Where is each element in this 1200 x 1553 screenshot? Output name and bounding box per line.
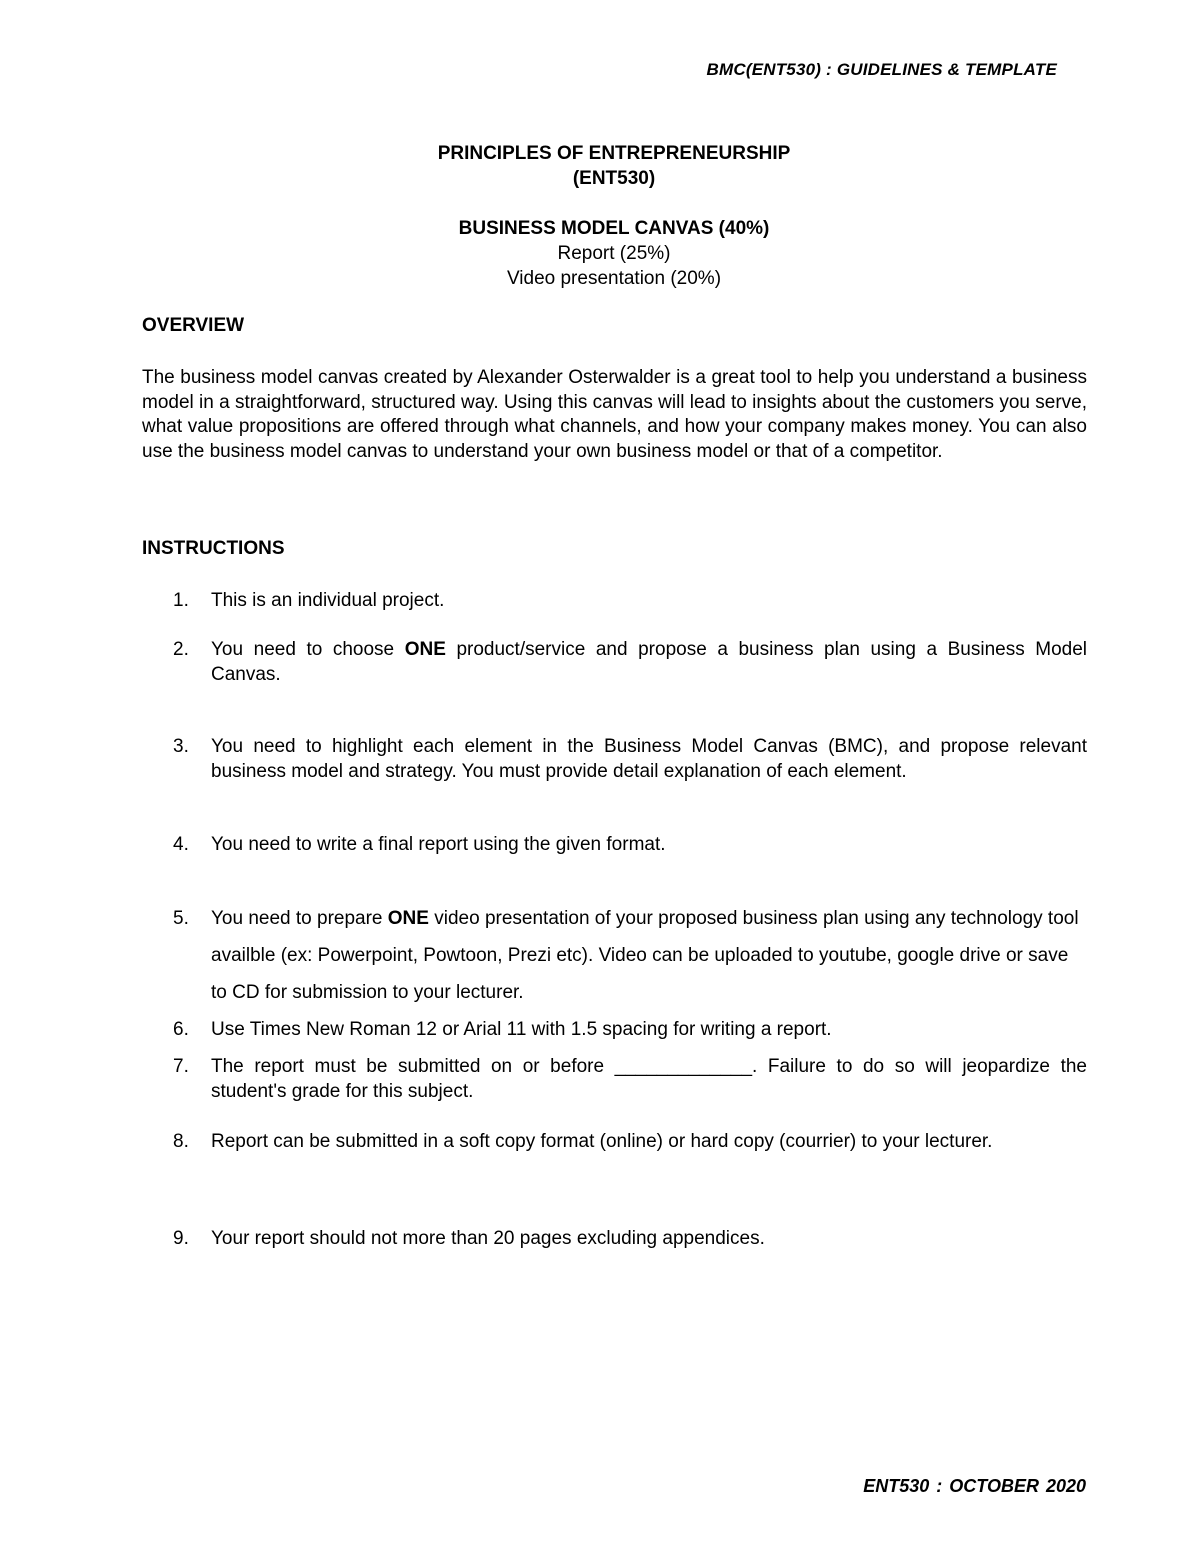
video-weight: Video presentation (20%) [506,268,722,289]
item-text-post: product/service and propose a business plan using a Business Model Canvas. [211,639,1088,685]
emphasis-one: ONE [404,639,446,660]
item-number: 6. [173,1019,189,1040]
item-number: 4. [173,834,189,855]
item-text: Report can be submitted in a soft copy format (online) or hard copy (courrier) to your lecturer. [211,1131,993,1152]
page-footer: ENT530 : OCTOBER 2020 [863,1476,1086,1496]
item-number: 9. [173,1228,189,1249]
page-header: BMC(ENT530) : GUIDELINES & TEMPLATE [706,60,1057,79]
instruction-item [173,589,1087,614]
item-text: You need to highlight each element in the Business Model Canvas (BMC), and propose relevant business model and strategy. You must provide detail explanation of each element. [211,736,1087,782]
item-text-pre: You need to prepare [211,908,388,929]
instruction-item [173,900,1087,1011]
item-number: 5. [173,908,189,929]
item-number: 7. [173,1056,189,1077]
item-number: 2. [173,639,189,660]
item-number: 8. [173,1131,189,1152]
instruction-item [173,735,1087,784]
report-weight: Report (25%) [557,243,671,264]
instruction-item [173,1130,1087,1155]
item-text: Use Times New Roman 12 or Arial 11 with 1.5 spacing for writing a report. [211,1019,832,1040]
emphasis-one: ONE [387,908,429,929]
document-title [0,141,1200,191]
overview-heading: OVERVIEW [142,315,245,336]
instruction-item [173,1055,1087,1104]
item-text: Your report should not more than 20 pages excluding appendices. [211,1228,765,1249]
instruction-item [173,1018,1087,1043]
item-text: This is an individual project. [211,590,445,611]
item-number: 1. [173,590,189,611]
item-text: The report must be submitted on or before _____________. Failure to do so will jeopardize the student's grade for this subject. [211,1056,1087,1102]
item-text [211,900,1087,1011]
item-text-post: video presentation of your proposed business plan using any technology tool availble (ex: Powerpoint, Powtoon, Prezi etc). Video can be uploaded to youtube, google drive or save to CD for submission to your lecturer. [211,908,1079,1003]
overview-paragraph: The business model canvas created by Alexander Osterwalder is a great tool to help you understand a business model in a straightforward, structured way. Using this canvas will lead to insights about the customers you serve, what value propositions are offered through what channels, and how your company makes money. You can also use the business model canvas to understand your own business model or that of a competitor. [142,367,1087,462]
assessment-summary [0,216,1200,291]
instruction-item [173,1227,1087,1252]
instruction-item [173,638,1087,687]
course-title: PRINCIPLES OF ENTREPRENEURSHIP [437,143,791,164]
assessment-title: BUSINESS MODEL CANVAS (40%) [458,218,770,239]
item-text-pre: You need to choose [211,639,405,660]
instructions-heading: INSTRUCTIONS [142,538,285,559]
item-text: You need to write a final report using the given format. [211,834,666,855]
item-number: 3. [173,736,189,757]
item-text [211,638,1087,687]
instruction-item [173,833,1087,858]
course-code: (ENT530) [572,168,656,189]
